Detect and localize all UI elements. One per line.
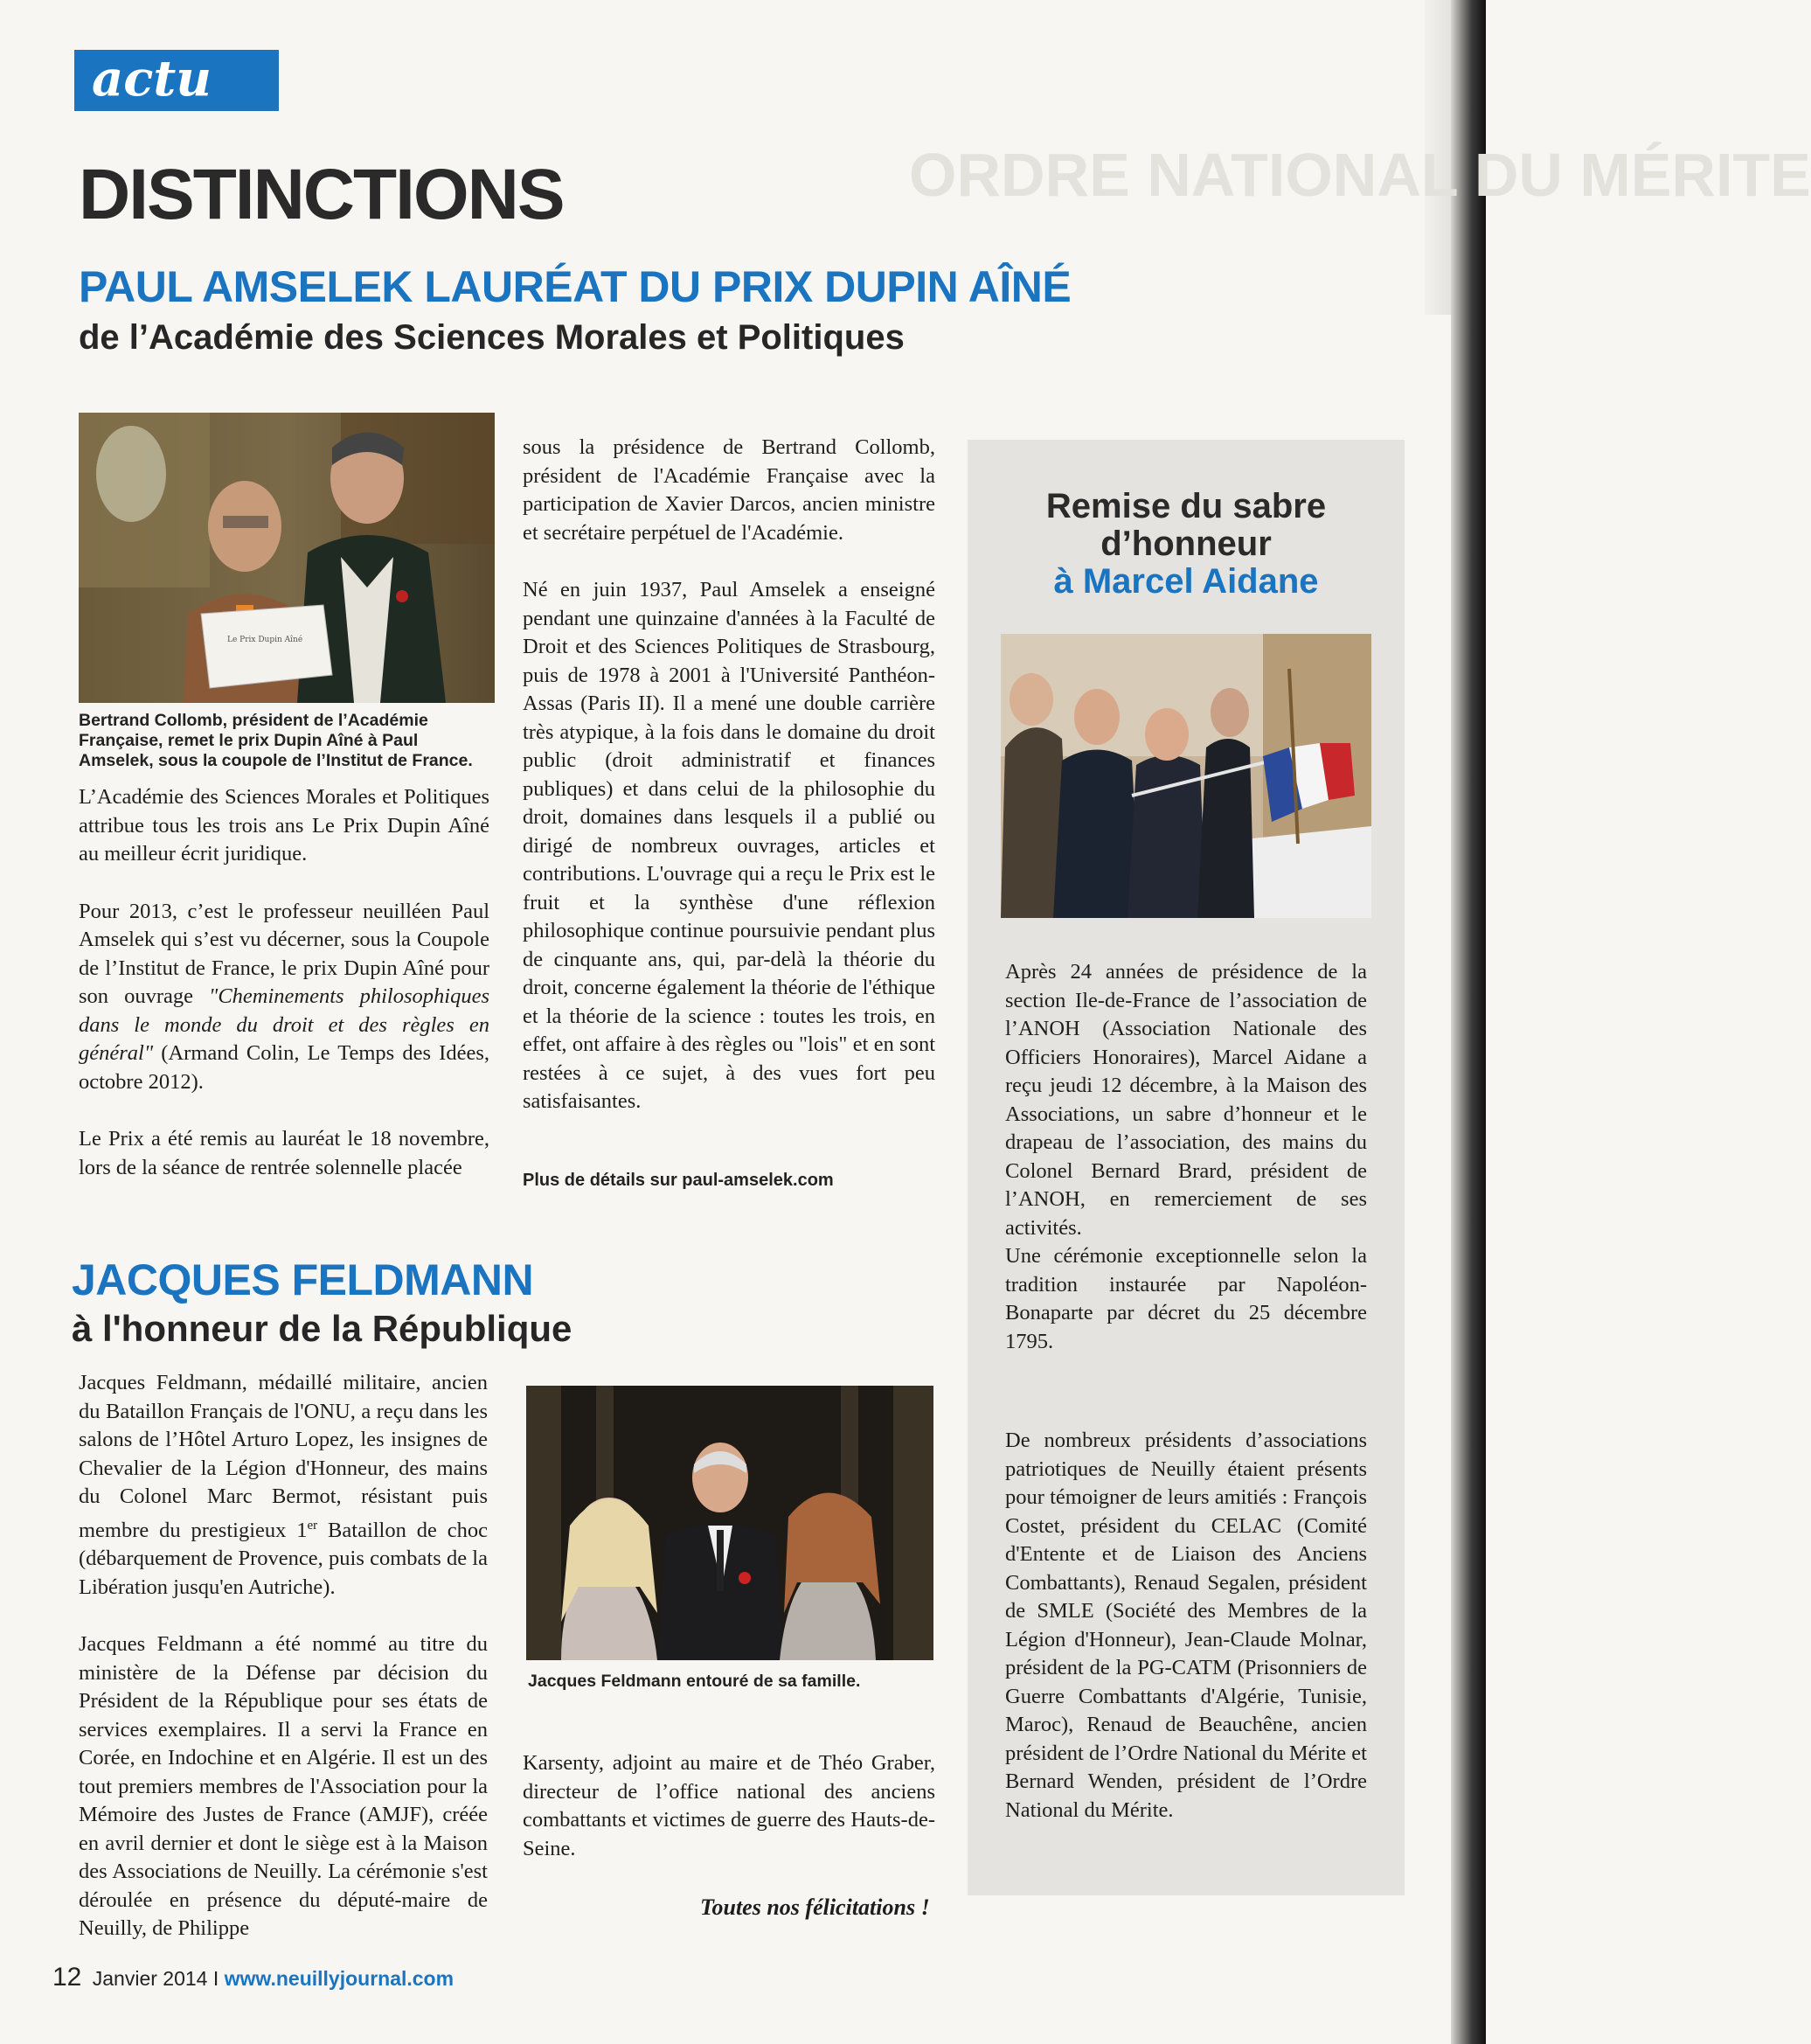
issue-date: Janvier 2014 I: [92, 1967, 225, 1990]
sidebar-paragraph: De nombreux présidents d’associations patriotiques de Neuilly étaient présents pour témoigner de leurs amitiés : François Costet, président du CELAC (Comité d'Entente et de Liaison des Anciens Combattants), Renaud Segalen, président de SMLE (Société des Membres de la Légion d'Honneur), Jean-Claude Molnar, président de la PG-CATM (Prisonniers de Guerre Combattants d'Algérie, Tunisie, Maroc), Renaud de Beauchêne, ancien président de l’Ordre National du Mérite et Bernard Wenden, président de l’Ordre National du Mérite.: [1005, 1429, 1367, 1822]
section-tag: actu: [74, 50, 279, 111]
ordinal-suffix: er: [307, 1518, 318, 1533]
website-link[interactable]: www.neuillyjournal.com: [224, 1967, 454, 1990]
article2-column2: [523, 1749, 935, 1892]
ghost-bleed-title: ORDRE NATIONAL DU MÉRITE: [909, 141, 1811, 209]
text-run: Jacques Feldmann, médaillé militaire, ancien du Bataillon Français de l'ONU, a reçu dans les salons de l’Hôtel Arturo Lopez, les insignes de Chevalier de la Légion d'Honneur, des mains du Colonel Marc Bermot, résistant puis membre du prestigieux 1: [79, 1371, 488, 1542]
article1-caption: Bertrand Collomb, président de l’Académie Française, remet le prix Dupin Aîné à Paul Amselek, sous la coupole de l’Institut de France.: [79, 711, 473, 770]
article2-column1: [79, 1369, 488, 1972]
article2-paragraph: Jacques Feldmann a été nommé au titre du ministère de la Défense par décision du Président de la République pour ses états de services exemplaires. Il a servi la France en Corée, en Indochine et en Algérie. Il est un des tout premiers membres de l'Association pour la Mémoire des Justes de France (AMJF), créée en avril dernier et dont le siège est à la Maison des Associations de Neuilly. La cérémonie s'est déroulée en présence du député-maire de Neuilly, de Philippe: [79, 1632, 488, 1941]
diploma-text: Le Prix Dupin Aîné: [227, 636, 303, 644]
article1-column2: [523, 434, 935, 1134]
sidebar-text-2: [1005, 1427, 1367, 1825]
article1-column1: [79, 783, 489, 1211]
article1-paragraph: sous la présidence de Bertrand Collomb, président de l'Académie Française avec la participation de Xavier Darcos, ancien ministre et secrétaire perpétuel de l'Académie.: [523, 435, 935, 545]
sidebar-text: [1005, 958, 1367, 1356]
article2-paragraph: [79, 1369, 488, 1602]
article1-paragraph: Le Prix a été remis au lauréat le 18 novembre, lors de la séance de rentrée solennelle placée: [79, 1127, 489, 1179]
article1-subtitle: de l’Académie des Sciences Morales et Politiques: [79, 318, 905, 357]
article1-paragraph: [79, 898, 489, 1097]
text-run: Pour 2013, c’est le professeur neuilléen Paul Amselek qui s’est vu décerner, sous la Coupole de l’Institut de France, le prix Dupin Aîné pour son ouvrage: [79, 899, 489, 1008]
sidebar-paragraph: Une cérémonie exceptionnelle selon la tradition instaurée par Napoléon-Bonaparte par décret du 25 décembre 1795.: [1005, 1244, 1367, 1353]
article1-paragraph: L’Académie des Sciences Morales et Politiques attribue tous les trois ans Le Prix Dupin Aîné au meilleur écrit juridique.: [79, 785, 489, 866]
article1-paragraph: Né en juin 1937, Paul Amselek a enseigné pendant une quinzaine d'années à la Faculté de Droit et des Sciences Politiques de Strasbourg, puis de 1978 à 2001 à l'Université Panthéon-Assas (Paris II). Il a mené une double carrière très atypique, à la fois dans le domaine du droit public (droit administratif et finances publiques) et dans celui de la philosophie du droit, domaines dans lesquels il a publié ou dirigé de nombreux ouvrages, articles et contributions. L'ouvrage qui a reçu le Prix est le fruit et la synthèse d'une réflexion philosophique continue poursuivie pendant plus de cinquante ans, qui, par-delà la théorie du droit, concerne également la théorie de l'éthique et la théorie de la science : toutes les trois, en effet, ont affaire à des règles ou "lois" et en sont restées à ce sujet, à des vues fort peu satisfaisantes.: [523, 578, 935, 1113]
sidebar-photo: [1001, 634, 1371, 918]
article2-photo: [526, 1386, 933, 1660]
book-title: "Cheminements philosophiques dans le monde du droit et des règles en général": [79, 984, 489, 1065]
page-footer: [52, 1963, 454, 1992]
text-run: (Armand Colin, Le Temps des Idées, octobre 2012).: [79, 1041, 489, 1094]
sidebar-title-line1: Remise du sabre: [1045, 487, 1327, 525]
article2-paragraph: Karsenty, adjoint au maire et de Théo Graber, directeur de l’office national des anciens combattants et victimes de guerre des Hauts-de-Seine.: [523, 1751, 935, 1860]
article2-subtitle: à l'honneur de la République: [72, 1308, 572, 1349]
text-run: Bataillon de choc (débarquement de Provence, puis combats de la Libération jusqu'en Autriche).: [79, 1518, 488, 1599]
page-title: DISTINCTIONS: [79, 155, 564, 234]
article1-title: PAUL AMSELEK LAURÉAT DU PRIX DUPIN AÎNÉ: [79, 262, 1072, 311]
article2-caption: Jacques Feldmann entouré de sa famille.: [528, 1672, 861, 1691]
sidebar-title-line2: d’honneur: [1100, 525, 1272, 563]
sidebar-paragraph: Après 24 années de présidence de la section Ile-de-France de l’association de l’ANOH (Association Nationale des Officiers Honoraires), Marcel Aidane a reçu jeudi 12 décembre, à la Maison des Associations, un sabre d’honneur et le drapeau de l’association, des mains du Colonel Bernard Brard, président de l’ANOH, en remerciement de ses activités.: [1005, 960, 1367, 1240]
article1-photo: [79, 413, 495, 703]
page-number: 12: [52, 1963, 82, 1992]
sidebar-title-line3: à Marcel Aidane: [1053, 562, 1319, 601]
more-details-link[interactable]: Plus de détails sur paul-amselek.com: [523, 1171, 834, 1190]
page-binding-shadow: [1451, 0, 1486, 2044]
signoff: Toutes nos félicitations !: [700, 1895, 930, 1920]
article2-title: JACQUES FELDMANN: [72, 1255, 534, 1304]
